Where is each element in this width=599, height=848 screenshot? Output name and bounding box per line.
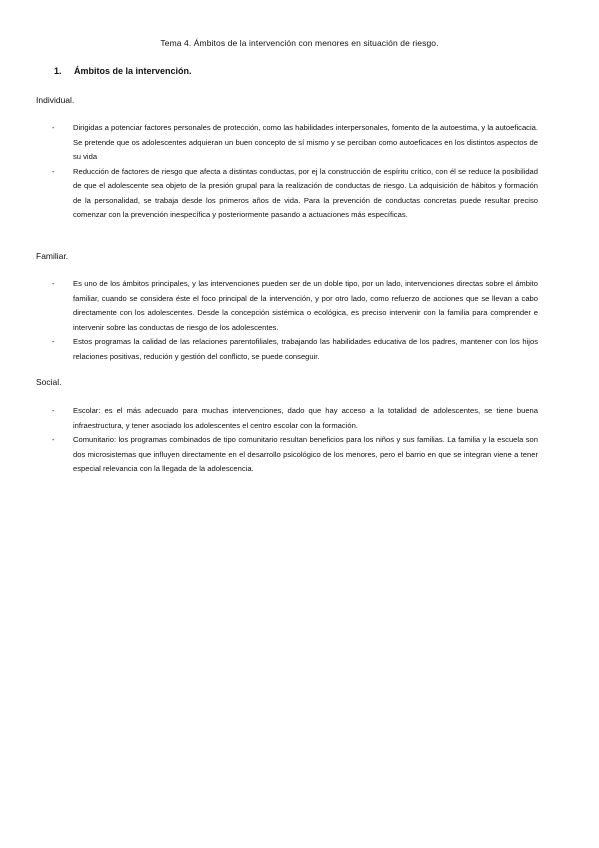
category-heading-familiar: Familiar.: [36, 251, 69, 261]
bullet-dash: -: [52, 406, 55, 415]
section-number: 1.: [54, 66, 62, 76]
bullet-dash: -: [52, 435, 55, 444]
category-heading-social: Social.: [36, 377, 62, 387]
list-item: [52, 335, 538, 364]
list-item: [52, 433, 538, 477]
list-familiar: [52, 277, 538, 364]
list-item: [52, 277, 538, 335]
bullet-dash: -: [52, 166, 55, 176]
section-title: Ámbitos de la intervención.: [74, 66, 192, 76]
section-heading: [54, 66, 192, 76]
bullet-dash: -: [52, 279, 55, 288]
list-item-text: Estos programas la calidad de las relaciones parentofiliales, trabajando las habilidades educativa de los padres, mantener con los hijos relaciones positivas, redución y gestión del conflicto, se puede conseguir.: [73, 337, 538, 361]
list-item-text: Comunitario: los programas combinados de tipo comunitario resultan beneficios para los niños y sus familias. La familia y la escuela son dos microsistemas que influyen directamente en el desarrollo psicológico de los menores, pero el barrio en que se integran viene a tener especial relevancia con la llegada de la adolescencia.: [73, 435, 538, 473]
list-item: [52, 121, 538, 165]
list-item-text: Es uno de los ámbitos principales, y las intervenciones pueden ser de un doble tipo, por un lado, intervenciones directas sobre el ámbito familiar, cuando se considera éste el foco principal de la intervención, y por otro lado, como refuerzo de acciones que se llevan a cabo directamente con los adolescentes. Desde la concepción sistémica o ecológica, es preciso intervenir con la familia para comprender e intervenir sobre las conductas de riesgo de los adolescentes.: [73, 279, 538, 332]
list-item-text: Reducción de factores de riesgo que afecta a distintas conductas, por ej la construcción de espíritu crítico, con él se reduce la posibilidad de que el adolescente sea objeto de la presión grupal para la realización de conductas de riesgo. La adquisición de hábitos y formación de la personalidad, se trabaja desde los primeros años de vida. Para la prevención de conductas concretas puede resultar preciso comenzar con la prevención inespecífica y posteriormente pasando a actuaciones más específicas.: [73, 166, 538, 219]
list-item-text: Dirigidas a potenciar factores personales de protección, como las habilidades interpersonales, fomento de la autoestima, y la autoeficacia. Se pretende que os adolescentes adquieran un buen concepto de sí mismo y se perciban como autoeficaces en los distintos aspectos de su vida: [73, 123, 538, 161]
list-item: [52, 404, 538, 433]
bullet-dash: -: [52, 123, 55, 132]
list-social: [52, 404, 538, 477]
list-item-text: Escolar: es el más adecuado para muchas intervenciones, dado que hay acceso a la totalidad de adolescentes, se tiene buena infraestructura, y tener asociado los adolescentes el centro escolar con la formación.: [73, 406, 538, 430]
category-heading-individual: Individual.: [36, 95, 75, 105]
list-individual: [52, 121, 538, 223]
list-item: [52, 165, 538, 223]
bullet-dash: -: [52, 337, 55, 346]
document-title: Tema 4. Ámbitos de la intervención con menores en situación de riesgo.: [160, 38, 439, 48]
